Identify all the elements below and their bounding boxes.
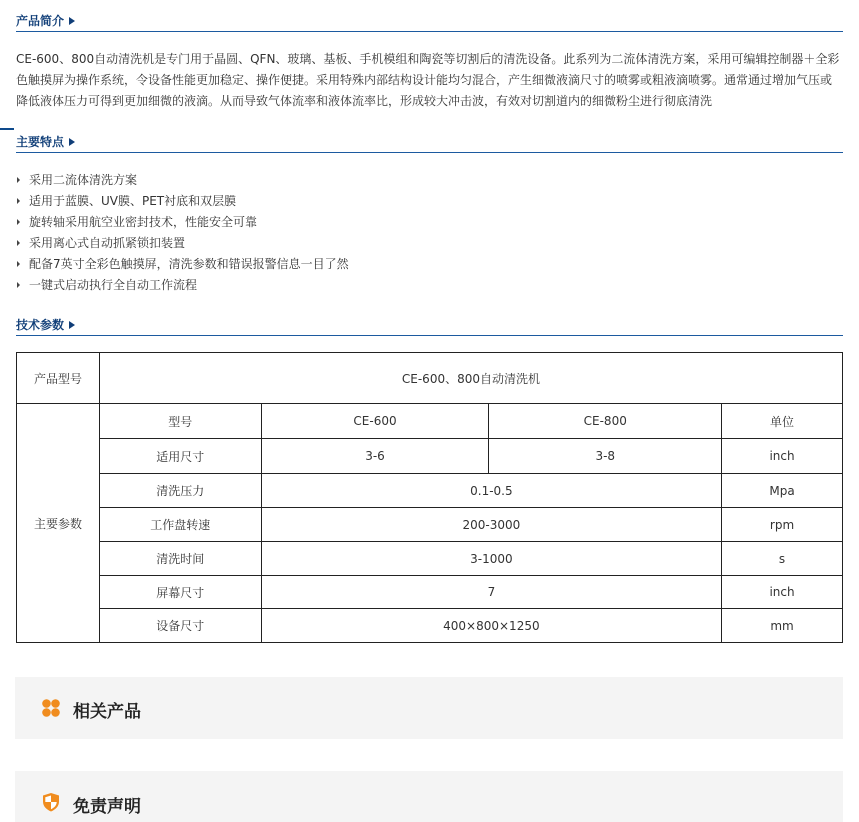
table-row: [17, 353, 843, 404]
bullet-icon: [17, 177, 20, 183]
bullet-icon: [17, 240, 20, 246]
group-label-cell: 主要参数: [17, 404, 100, 643]
table-cell: 适用尺寸: [99, 439, 261, 474]
table-cell: 工作盘转速: [99, 508, 261, 542]
triangle-right-icon: [69, 17, 75, 25]
section-header-specs: [16, 314, 843, 336]
related-products-title: 相关产品: [73, 702, 141, 722]
shield-icon: [41, 792, 61, 812]
table-cell: 200-3000: [261, 508, 721, 542]
table-cell: 0.1-0.5: [261, 474, 721, 508]
table-header-cell: 型号: [99, 404, 261, 439]
table-header-cell: CE-600: [261, 404, 489, 439]
list-item: 一键式启动执行全自动工作流程: [16, 276, 349, 297]
spec-table: [16, 352, 843, 643]
section-header-intro: [16, 10, 843, 32]
table-cell: 清洗时间: [99, 542, 261, 576]
disclaimer-title: 免责声明: [73, 797, 141, 817]
section-title-features: 主要特点: [16, 133, 75, 150]
table-header-cell: CE-800: [489, 404, 722, 439]
table-cell: inch: [722, 576, 843, 609]
table-cell: 设备尺寸: [99, 609, 261, 643]
bullet-icon: [17, 261, 20, 267]
table-cell: 3-8: [489, 439, 722, 474]
list-item: 配备7英寸全彩色触摸屏，清洗参数和错误报警信息一目了然: [16, 255, 349, 276]
flower-icon: [41, 698, 61, 718]
table-cell: Mpa: [722, 474, 843, 508]
section-title-intro: 产品简介: [16, 12, 75, 29]
bullet-icon: [17, 219, 20, 225]
table-cell: 3-1000: [261, 542, 721, 576]
intro-paragraph: CE-600、800自动清洗机是专门用于晶圆、QFN、玻璃、基板、手机模组和陶瓷等切割后的清洗设备。此系列为二流体清洗方案，采用可编辑控制器＋全彩色触摸屏为操作系统，令设备性能更加稳定、操作便捷。采用特殊内部结构设计能均匀混合，产生细微液滴尺寸的喷雾或粗液滴喷雾。通常通过增加气压或降低液体压力可得到更加细微的液滴。从而导致气体流率和液体流率比，形成较大冲击波，有效对切割道内的细微粉尘进行彻底清洗: [16, 52, 840, 108]
bullet-icon: [17, 198, 20, 204]
bullet-icon: [17, 282, 20, 288]
table-row: [17, 474, 843, 508]
related-products-panel: [15, 677, 843, 739]
table-row: [17, 508, 843, 542]
table-cell: s: [722, 542, 843, 576]
table-header-cell: 单位: [722, 404, 843, 439]
disclaimer-panel: [15, 771, 843, 822]
left-accent-rule: [0, 128, 14, 130]
feature-list: [16, 171, 349, 297]
triangle-right-icon: [69, 321, 75, 329]
table-cell: rpm: [722, 508, 843, 542]
list-item: 采用二流体清洗方案: [16, 171, 349, 192]
table-row: [17, 404, 843, 439]
list-item: 旋转轴采用航空业密封技术，性能安全可靠: [16, 213, 349, 234]
list-item: 采用离心式自动抓紧锁扣装置: [16, 234, 349, 255]
table-row: [17, 542, 843, 576]
table-cell: 清洗压力: [99, 474, 261, 508]
model-label-cell: 产品型号: [17, 353, 100, 404]
table-row: [17, 576, 843, 609]
table-cell: 400×800×1250: [261, 609, 721, 643]
model-value-cell: CE-600、800自动清洗机: [99, 353, 842, 404]
table-cell: mm: [722, 609, 843, 643]
section-header-features: [16, 131, 843, 153]
table-cell: 7: [261, 576, 721, 609]
list-item: 适用于蓝膜、UV膜、PET衬底和双层膜: [16, 192, 349, 213]
table-row: [17, 439, 843, 474]
triangle-right-icon: [69, 138, 75, 146]
table-cell: inch: [722, 439, 843, 474]
table-cell: 3-6: [261, 439, 489, 474]
table-cell: 屏幕尺寸: [99, 576, 261, 609]
table-row: [17, 609, 843, 643]
section-title-specs: 技术参数: [16, 316, 75, 333]
